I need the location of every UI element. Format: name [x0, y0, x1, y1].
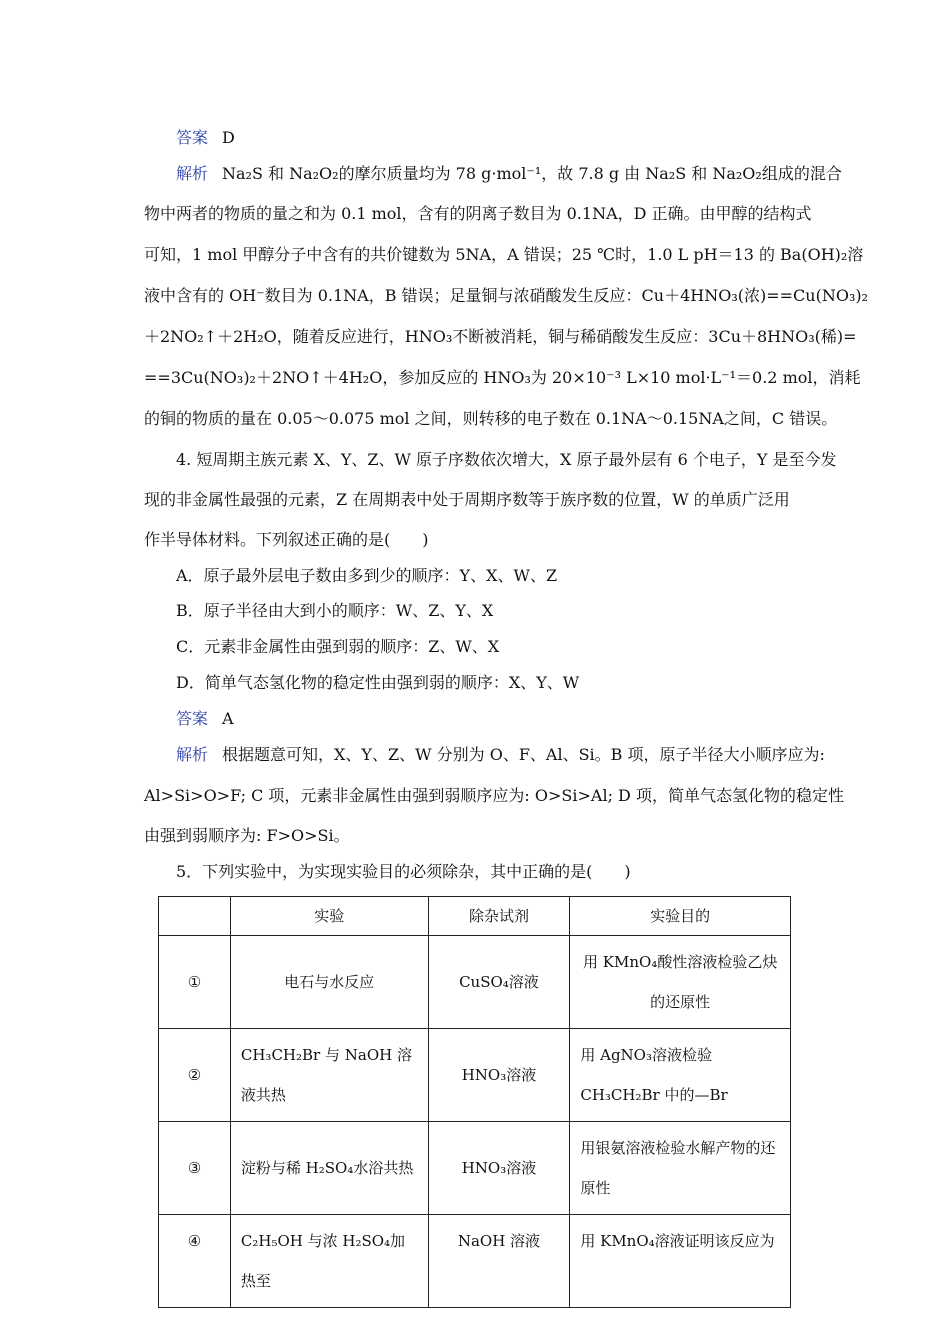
experiment-table	[158, 896, 791, 1308]
table-cell: CuSO₄溶液	[428, 936, 570, 1029]
option-b: B．原子半径由大到小的顺序：W、Z、Y、X	[176, 601, 494, 620]
table-cell: ①	[159, 936, 231, 1029]
table-header-row	[159, 897, 791, 936]
table-cell: 用 AgNO₃溶液检验 CH₃CH₂Br 中的—Br	[570, 1029, 791, 1122]
analysis-3-line-7: 的铜的物质的量在 0.05～0.075 mol 之间，则转移的电子数在 0.1NA～0.15NA之间，C 错误。	[144, 409, 838, 428]
table-cell: HNO₃溶液	[428, 1122, 570, 1215]
table-row	[159, 1029, 791, 1122]
table-cell: CH₃CH₂Br 与 NaOH 溶液共热	[230, 1029, 428, 1122]
answer-3	[176, 128, 235, 148]
table-cell: 电石与水反应	[230, 936, 428, 1029]
option-d: D．简单气态氢化物的稳定性由强到弱的顺序：X、Y、W	[176, 673, 580, 692]
option-a: A．原子最外层电子数由多到少的顺序：Y、X、W、Z	[176, 566, 558, 585]
question-4-line-2: 现的非金属性最强的元素，Z 在周期表中处于周期序数等于族序数的位置，W 的单质广泛用	[144, 490, 790, 509]
table-header-cell	[159, 897, 231, 936]
table-cell: NaOH 溶液	[428, 1215, 570, 1308]
analysis-label: 解析	[176, 164, 209, 183]
table-cell: 用 KMnO₄溶液证明该反应为	[570, 1215, 791, 1308]
analysis-3-line-1: 解析 Na₂S 和 Na₂O₂的摩尔质量均为 78 g·mol⁻¹，故 7.8 g 由 Na₂S 和 Na₂O₂组成的混合	[176, 164, 842, 183]
table-cell: C₂H₅OH 与浓 H₂SO₄加热至	[230, 1215, 428, 1308]
table-cell: ②	[159, 1029, 231, 1122]
table-header-cell: 实验	[230, 897, 428, 936]
analysis-3-line-3: 可知，1 mol 甲醇分子中含有的共价键数为 5NA，A 错误；25 ℃时，1.0 L pH＝13 的 Ba(OH)₂溶	[144, 245, 864, 264]
question-4-line-3: 作半导体材料。下列叙述正确的是( )	[144, 530, 429, 549]
table-row	[159, 1122, 791, 1215]
analysis-3-line-5: ＋2NO₂↑＋2H₂O，随着反应进行，HNO₃不断被消耗，铜与稀硝酸发生反应：3Cu＋8HNO₃(稀)=	[144, 327, 857, 346]
analysis-3-line-6: ==3Cu(NO₃)₂＋2NO↑＋4H₂O，参加反应的 HNO₃为 20×10⁻³ L×10 mol·L⁻¹＝0.2 mol，消耗	[144, 368, 861, 387]
analysis-3-line-4: 液中含有的 OH⁻数目为 0.1NA，B 错误；足量铜与浓硝酸发生反应：Cu＋4HNO₃(浓)==Cu(NO₃)₂	[144, 286, 869, 305]
answer-label: 答案	[176, 128, 209, 147]
answer-label: 答案	[176, 709, 209, 728]
analysis-3-line-2: 物中两者的物质的量之和为 0.1 mol，含有的阴离子数目为 0.1NA，D 正确。由甲醇的结构式	[144, 204, 812, 223]
table-cell: ③	[159, 1122, 231, 1215]
analysis-4-line-1: 解析 根据题意可知，X、Y、Z、W 分别为 O、F、Al、Si。B 项，原子半径大小顺序应为:	[176, 745, 825, 764]
option-c: C．元素非金属性由强到弱的顺序：Z、W、X	[176, 637, 500, 656]
answer-4	[176, 709, 234, 729]
table-row	[159, 1215, 791, 1308]
table-row	[159, 936, 791, 1029]
table-cell: 用 KMnO₄酸性溶液检验乙炔的还原性	[570, 936, 791, 1029]
table-header-cell: 实验目的	[570, 897, 791, 936]
answer-value: D	[222, 128, 235, 147]
analysis-4-line-2: Al>Si>O>F; C 项，元素非金属性由强到弱顺序应为: O>Si>Al; D 项，简单气态氢化物的稳定性	[144, 786, 844, 805]
answer-value: A	[222, 709, 234, 728]
question-4-line-1: 4. 短周期主族元素 X、Y、Z、W 原子序数依次增大，X 原子最外层有 6 个电子，Y 是至今发	[176, 450, 837, 469]
analysis-label: 解析	[176, 745, 209, 764]
table-cell: ④	[159, 1215, 231, 1308]
table-cell: 用银氨溶液检验水解产物的还原性	[570, 1122, 791, 1215]
analysis-4-line-3: 由强到弱顺序为: F>O>Si。	[144, 826, 350, 845]
table-cell: HNO₃溶液	[428, 1029, 570, 1122]
table-header-cell: 除杂试剂	[428, 897, 570, 936]
question-5: 5．下列实验中，为实现实验目的必须除杂，其中正确的是( )	[176, 862, 631, 881]
table-cell: 淀粉与稀 H₂SO₄水浴共热	[230, 1122, 428, 1215]
